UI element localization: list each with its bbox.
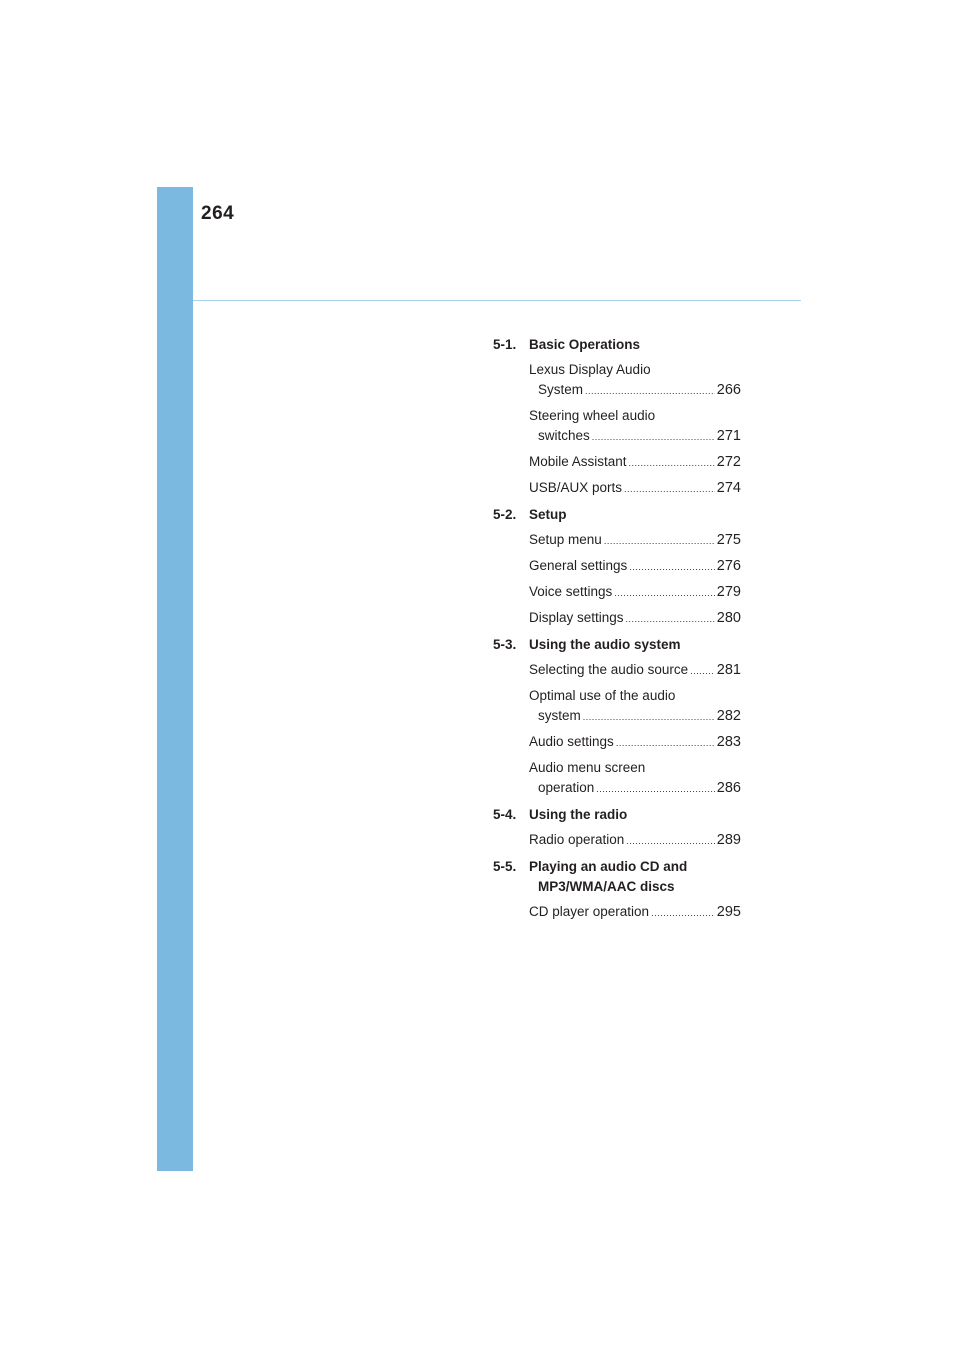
entry-page-number: 279: [716, 584, 741, 600]
entry-page-number: 272: [716, 454, 741, 470]
entry-label: Setup menu: [529, 532, 602, 547]
dot-leader: [626, 609, 715, 629]
section-heading[interactable]: [493, 505, 741, 525]
dot-leader: [629, 557, 714, 577]
entry-page-number: 274: [716, 480, 741, 496]
entry-page-number: 295: [716, 904, 741, 920]
section-number: 5-3.: [493, 637, 517, 652]
entry-page-number: 281: [716, 662, 741, 678]
section-title-line: Playing an audio CD and: [529, 859, 688, 874]
section-heading[interactable]: [493, 335, 741, 355]
entry-page-number: 276: [716, 558, 741, 574]
toc-entry[interactable]: [529, 556, 741, 577]
section-title-line: Using the radio: [529, 807, 628, 822]
table-of-contents: [493, 335, 741, 929]
section-number: 5-4.: [493, 807, 517, 822]
entry-label: CD player operation: [529, 904, 650, 919]
section-title-line: Setup: [529, 507, 567, 522]
dot-leader: [616, 733, 715, 753]
entry-page-number: 275: [716, 532, 741, 548]
dot-leader: [583, 707, 715, 727]
dot-leader: [629, 453, 715, 473]
entry-page-number: 266: [716, 382, 741, 398]
toc-entry[interactable]: [529, 758, 741, 799]
section-title: [529, 335, 741, 355]
page-number: 264: [201, 203, 235, 224]
toc-section: [493, 857, 741, 923]
section-title: [529, 805, 741, 825]
dot-leader: [614, 583, 714, 603]
toc-entry[interactable]: [529, 530, 741, 551]
section-title: [529, 857, 741, 897]
section-heading[interactable]: [493, 857, 741, 897]
entry-label: System: [538, 382, 584, 397]
entry-label: Optimal use of the audio: [529, 688, 676, 703]
entry-label: Display settings: [529, 610, 624, 625]
entry-label: Audio settings: [529, 734, 614, 749]
toc-entry[interactable]: [529, 608, 741, 629]
entry-label: Radio operation: [529, 832, 625, 847]
section-heading[interactable]: [493, 635, 741, 655]
toc-entry[interactable]: [529, 406, 741, 447]
toc-entry[interactable]: [529, 452, 741, 473]
toc-entry[interactable]: [529, 732, 741, 753]
toc-entry[interactable]: [529, 360, 741, 401]
entry-label: Voice settings: [529, 584, 613, 599]
dot-leader: [592, 427, 715, 447]
dot-leader: [626, 831, 714, 851]
dot-leader: [604, 531, 715, 551]
entry-page-number: 286: [716, 780, 741, 796]
entry-label: operation: [538, 780, 595, 795]
section-title-line: Basic Operations: [529, 337, 641, 352]
entry-page-number: 282: [716, 708, 741, 724]
toc-entry[interactable]: [529, 686, 741, 727]
entry-page-number: 280: [716, 610, 741, 626]
toc-entry[interactable]: [529, 902, 741, 923]
entry-label: General settings: [529, 558, 628, 573]
section-title: [529, 635, 741, 655]
entry-label: switches: [538, 428, 590, 443]
entry-label: Steering wheel audio: [529, 408, 656, 423]
header-rule: [193, 300, 801, 301]
toc-entry[interactable]: [529, 582, 741, 603]
entry-label: USB/AUX ports: [529, 480, 623, 495]
section-title-line: Using the audio system: [529, 637, 681, 652]
section-number: 5-1.: [493, 337, 517, 352]
section-title: [529, 505, 741, 525]
section-heading[interactable]: [493, 805, 741, 825]
section-number: 5-5.: [493, 859, 517, 874]
entry-label: Lexus Display Audio: [529, 362, 651, 377]
entry-label: system: [538, 708, 581, 723]
entry-label: Audio menu screen: [529, 760, 646, 775]
section-number: 5-2.: [493, 507, 517, 522]
toc-entry[interactable]: [529, 478, 741, 499]
dot-leader: [596, 779, 715, 799]
dot-leader: [585, 381, 715, 401]
entry-label: Selecting the audio source: [529, 662, 689, 677]
chapter-side-band: [157, 187, 193, 1171]
toc-section: [493, 635, 741, 799]
toc-entry[interactable]: [529, 660, 741, 681]
dot-leader: [624, 479, 715, 499]
toc-section: [493, 805, 741, 851]
dot-leader: [690, 661, 715, 681]
entry-page-number: 283: [716, 734, 741, 750]
toc-section: [493, 335, 741, 499]
dot-leader: [651, 903, 715, 923]
entry-page-number: 271: [716, 428, 741, 444]
section-title-line: MP3/WMA/AAC discs: [538, 879, 675, 894]
toc-section: [493, 505, 741, 629]
entry-label: Mobile Assistant: [529, 454, 627, 469]
toc-entry[interactable]: [529, 830, 741, 851]
entry-page-number: 289: [716, 832, 741, 848]
